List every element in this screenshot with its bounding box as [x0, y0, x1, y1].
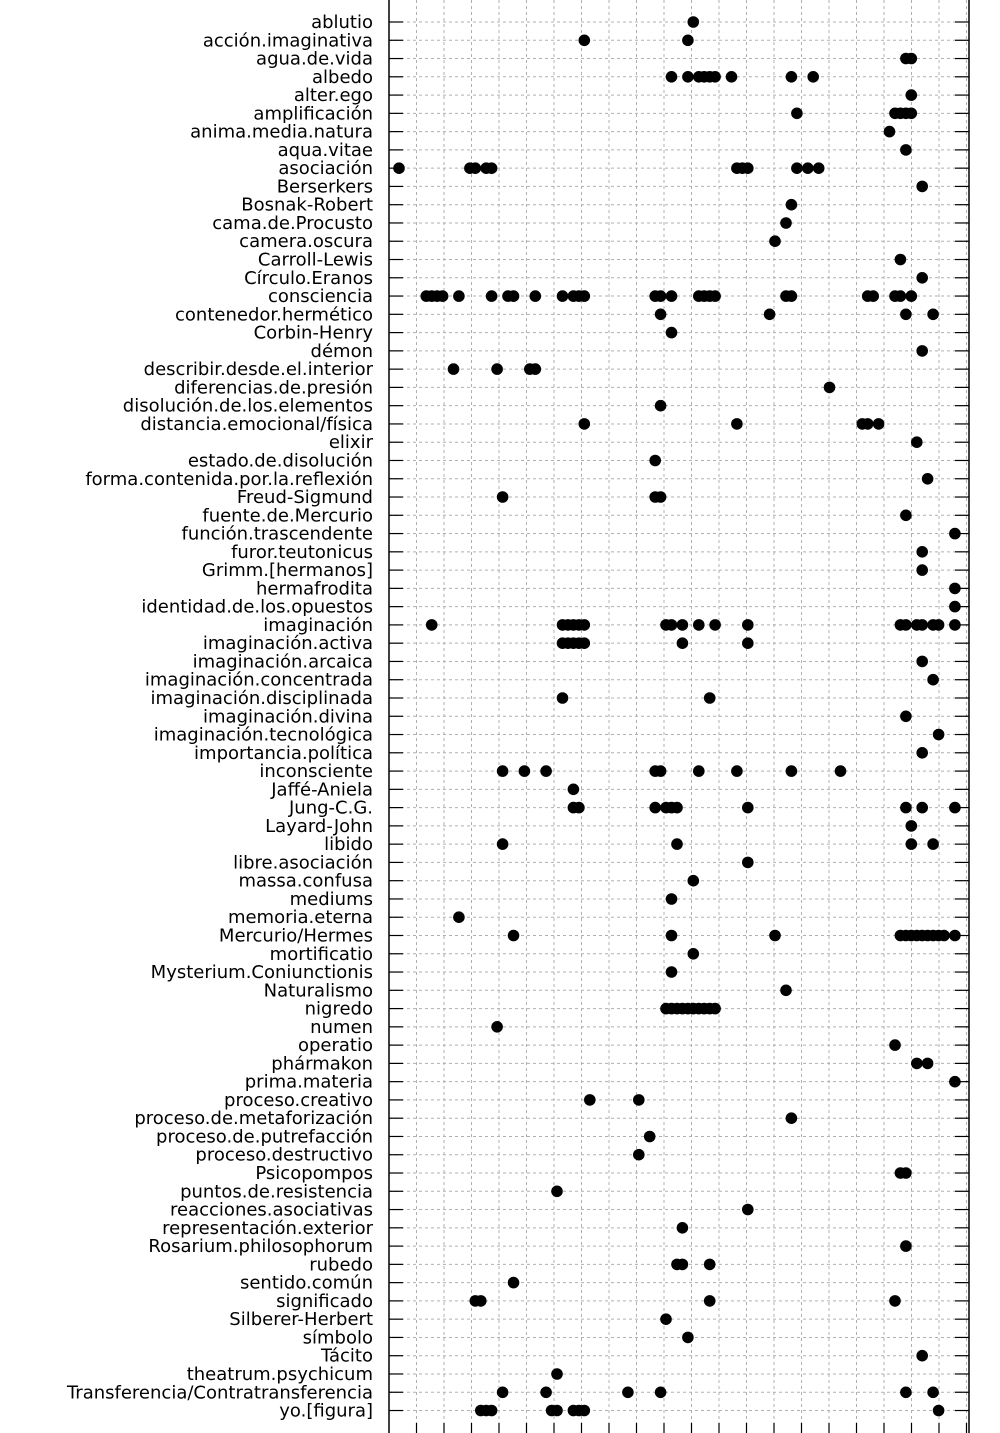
- data-point: [497, 765, 509, 777]
- data-point: [900, 309, 912, 321]
- category-label: Berserkers: [276, 176, 373, 198]
- data-point: [900, 144, 912, 156]
- data-point: [709, 619, 721, 631]
- data-point: [764, 309, 776, 321]
- data-point: [906, 53, 918, 65]
- category-label: Mysterium.Coniunctionis: [150, 962, 373, 984]
- data-point: [655, 491, 667, 503]
- category-label: Transferencia/Contratransferencia: [66, 1382, 373, 1404]
- data-point: [780, 985, 792, 997]
- data-point: [709, 290, 721, 302]
- category-label: imaginación.divina: [203, 706, 373, 728]
- data-point: [742, 619, 754, 631]
- category-label: imaginación.disciplinada: [150, 687, 373, 709]
- data-point: [551, 1368, 563, 1380]
- category-label: amplificación: [253, 103, 373, 125]
- data-point: [791, 108, 803, 120]
- data-point: [900, 711, 912, 723]
- data-point: [900, 1240, 912, 1252]
- data-point: [666, 619, 678, 631]
- category-label: rubedo: [309, 1254, 373, 1276]
- data-point: [949, 583, 961, 595]
- data-point: [579, 619, 591, 631]
- data-point: [704, 692, 716, 704]
- data-point: [884, 126, 896, 138]
- data-point: [704, 1259, 716, 1271]
- data-point: [491, 363, 503, 375]
- category-label: mortificatio: [269, 943, 373, 965]
- category-label: Silberer-Herbert: [229, 1309, 373, 1331]
- category-label: Mercurio/Hermes: [218, 925, 373, 947]
- data-point: [682, 1332, 694, 1344]
- data-point: [470, 162, 482, 174]
- data-point: [916, 546, 928, 558]
- category-label: ablutio: [311, 12, 373, 33]
- category-label: Naturalismo: [263, 980, 373, 1002]
- data-point: [769, 235, 781, 247]
- data-point: [916, 345, 928, 357]
- category-label: aqua.vitae: [277, 139, 373, 161]
- data-point: [649, 802, 661, 814]
- data-point: [726, 71, 738, 83]
- data-point: [491, 1021, 503, 1033]
- data-point: [530, 290, 542, 302]
- data-point: [911, 436, 923, 448]
- category-label: asociación: [278, 158, 373, 180]
- category-label: identidad.de.los.opuestos: [141, 596, 373, 618]
- data-point: [862, 418, 874, 430]
- data-point: [497, 1387, 509, 1399]
- category-label: massa.confusa: [238, 870, 373, 892]
- category-label: Jaffé-Aniela: [271, 779, 373, 801]
- category-label: Layard-John: [265, 815, 373, 837]
- data-point: [666, 966, 678, 978]
- data-point: [949, 930, 961, 942]
- category-label: Corbin-Henry: [253, 322, 373, 344]
- data-point: [731, 765, 743, 777]
- data-point: [693, 619, 705, 631]
- data-point: [682, 35, 694, 47]
- category-label: furor.teutonicus: [231, 541, 373, 563]
- category-label: Carroll-Lewis: [257, 249, 373, 271]
- data-point: [933, 619, 945, 631]
- data-point: [540, 765, 552, 777]
- data-point: [579, 1405, 591, 1417]
- category-label: anima.media.natura: [190, 121, 373, 143]
- data-point: [671, 838, 683, 850]
- category-label: estado.de.disolución: [187, 450, 373, 472]
- category-label: diferencias.de.presión: [174, 377, 373, 399]
- data-point: [933, 1405, 945, 1417]
- data-point: [949, 528, 961, 540]
- data-point: [916, 181, 928, 193]
- category-label: imaginación.concentrada: [144, 669, 373, 691]
- category-label: distancia.emocional/física: [140, 413, 373, 435]
- data-point: [655, 290, 667, 302]
- data-point: [906, 89, 918, 101]
- data-point: [557, 290, 569, 302]
- data-point: [949, 619, 961, 631]
- category-label: sentido.común: [239, 1272, 373, 1294]
- data-point: [508, 1277, 520, 1289]
- data-point: [933, 729, 945, 741]
- data-point: [916, 1350, 928, 1362]
- category-label: phármakon: [271, 1053, 373, 1075]
- data-point: [906, 820, 918, 832]
- category-label: función.trascendente: [181, 523, 373, 545]
- category-label: consciencia: [267, 286, 373, 308]
- data-point: [677, 637, 689, 649]
- data-point: [922, 473, 934, 485]
- data-point: [448, 363, 460, 375]
- category-label: Círculo.Eranos: [244, 267, 373, 289]
- data-point: [786, 71, 798, 83]
- data-point: [688, 948, 700, 960]
- data-point: [906, 108, 918, 120]
- data-point: [519, 765, 531, 777]
- category-label: acción.imaginativa: [202, 30, 373, 52]
- data-point: [671, 802, 683, 814]
- data-point: [666, 290, 678, 302]
- data-point: [437, 290, 449, 302]
- data-point: [786, 765, 798, 777]
- data-point: [911, 1058, 923, 1070]
- category-label: contenedor.hermético: [175, 304, 373, 326]
- data-point: [900, 510, 912, 522]
- data-point: [889, 1295, 901, 1307]
- category-label: prima.materia: [244, 1071, 373, 1093]
- data-point: [949, 601, 961, 613]
- category-label: libre.asociación: [233, 852, 373, 874]
- category-label: elixir: [328, 432, 373, 454]
- category-label: Bosnak-Robert: [241, 194, 373, 216]
- data-point: [906, 838, 918, 850]
- data-point: [486, 290, 498, 302]
- data-point: [927, 838, 939, 850]
- data-point: [900, 619, 912, 631]
- data-point: [568, 784, 580, 796]
- category-label: operatio: [297, 1035, 373, 1057]
- data-point: [655, 765, 667, 777]
- data-point: [867, 290, 879, 302]
- data-point: [660, 1313, 672, 1325]
- data-point: [813, 162, 825, 174]
- category-label: importancia.política: [194, 742, 373, 764]
- data-point: [677, 619, 689, 631]
- data-point: [655, 309, 667, 321]
- category-label: significado: [276, 1290, 373, 1312]
- data-point: [742, 1204, 754, 1216]
- category-label: reacciones.asociativas: [170, 1199, 373, 1221]
- data-point: [742, 857, 754, 869]
- data-point: [666, 893, 678, 905]
- data-point: [453, 290, 465, 302]
- data-point: [633, 1094, 645, 1106]
- data-point: [704, 1295, 716, 1307]
- data-point: [666, 71, 678, 83]
- data-point: [742, 162, 754, 174]
- data-point: [900, 1167, 912, 1179]
- category-label: theatrum.psychicum: [186, 1363, 373, 1385]
- data-point: [949, 1076, 961, 1088]
- category-labels: [66, 12, 374, 1422]
- category-label: hermafrodita: [256, 578, 373, 600]
- data-point: [824, 382, 836, 394]
- category-label: forma.contenida.por.la.reflexión: [85, 468, 373, 490]
- data-point: [393, 162, 405, 174]
- data-point: [557, 692, 569, 704]
- data-point: [802, 162, 814, 174]
- category-label: albedo: [312, 66, 373, 88]
- data-point: [938, 930, 950, 942]
- data-point: [693, 765, 705, 777]
- category-label: imaginación.tecnológica: [153, 724, 373, 746]
- data-point: [916, 656, 928, 668]
- category-label: mediums: [289, 888, 373, 910]
- data-point: [688, 875, 700, 887]
- data-point: [742, 637, 754, 649]
- category-label: imaginación.activa: [202, 633, 373, 655]
- category-label: representación.exterior: [162, 1217, 373, 1239]
- data-point: [786, 1112, 798, 1124]
- data-point: [486, 1405, 498, 1417]
- data-point: [895, 254, 907, 266]
- data-point: [906, 290, 918, 302]
- category-label: Grimm.[hermanos]: [201, 560, 373, 582]
- data-point: [644, 1131, 656, 1143]
- category-label: Rosarium.philosophorum: [148, 1236, 373, 1258]
- data-point: [453, 911, 465, 923]
- data-point: [677, 1259, 689, 1271]
- data-point: [900, 1387, 912, 1399]
- data-point: [688, 16, 700, 28]
- data-point: [649, 455, 661, 467]
- grid-lines: [389, 0, 969, 1433]
- data-point: [475, 1295, 487, 1307]
- data-point: [835, 765, 847, 777]
- data-point: [742, 802, 754, 814]
- category-label: yo.[figura]: [279, 1400, 373, 1422]
- data-point: [916, 564, 928, 576]
- data-point: [807, 71, 819, 83]
- category-label: Psicopompos: [255, 1163, 373, 1185]
- category-label: démon: [310, 340, 373, 362]
- data-point: [916, 272, 928, 284]
- category-label: alter.ego: [293, 85, 373, 107]
- data-point: [655, 1387, 667, 1399]
- data-point: [927, 309, 939, 321]
- data-point: [530, 363, 542, 375]
- data-point: [551, 1186, 563, 1198]
- data-point: [780, 217, 792, 229]
- data-point: [540, 1387, 552, 1399]
- data-point: [895, 290, 907, 302]
- data-point: [497, 838, 509, 850]
- data-point: [486, 162, 498, 174]
- data-point: [579, 418, 591, 430]
- category-label: símbolo: [302, 1327, 373, 1349]
- data-point: [709, 1003, 721, 1015]
- data-point: [579, 290, 591, 302]
- data-point: [731, 418, 743, 430]
- category-label: Tácito: [320, 1345, 373, 1367]
- category-label: puntos.de.resistencia: [180, 1181, 373, 1203]
- data-point: [551, 1405, 563, 1417]
- data-point: [786, 199, 798, 211]
- category-label: disolución.de.los.elementos: [122, 395, 373, 417]
- data-point: [573, 802, 585, 814]
- category-label: numen: [310, 1016, 373, 1038]
- category-label: proceso.de.metaforización: [134, 1108, 373, 1130]
- data-point: [786, 290, 798, 302]
- data-point: [873, 418, 885, 430]
- category-label: imaginación.arcaica: [192, 651, 373, 673]
- data-point: [900, 802, 912, 814]
- data-point: [916, 619, 928, 631]
- category-label: proceso.destructivo: [195, 1144, 373, 1166]
- data-point: [426, 619, 438, 631]
- category-label: imaginación: [263, 614, 373, 636]
- data-point: [927, 674, 939, 686]
- data-point: [579, 35, 591, 47]
- data-point: [584, 1094, 596, 1106]
- data-point: [677, 1222, 689, 1234]
- data-point: [791, 162, 803, 174]
- category-label: Jung-C.G.: [288, 797, 373, 819]
- category-label: nigredo: [304, 998, 373, 1020]
- category-label: libido: [324, 834, 373, 856]
- category-label: describir.desde.el.interior: [143, 359, 373, 381]
- category-label: camera.oscura: [239, 231, 373, 253]
- data-point: [769, 930, 781, 942]
- data-point: [922, 1058, 934, 1070]
- category-label: memoria.eterna: [227, 907, 373, 929]
- data-point: [655, 400, 667, 412]
- category-label: Freud-Sigmund: [236, 487, 373, 509]
- data-point: [497, 491, 509, 503]
- data-point: [622, 1387, 634, 1399]
- data-point: [889, 1039, 901, 1051]
- data-point: [709, 71, 721, 83]
- data-point: [579, 637, 591, 649]
- data-point: [916, 802, 928, 814]
- category-label: fuente.de.Mercurio: [202, 505, 373, 527]
- data-point: [666, 930, 678, 942]
- category-label: inconsciente: [259, 761, 373, 783]
- category-label: cama.de.Procusto: [212, 212, 373, 234]
- data-point: [916, 747, 928, 759]
- data-point: [666, 327, 678, 339]
- data-point: [633, 1149, 645, 1161]
- data-point: [508, 290, 520, 302]
- category-label: agua.de.vida: [256, 48, 373, 70]
- data-point: [927, 1387, 939, 1399]
- data-point: [682, 71, 694, 83]
- category-label: proceso.creativo: [224, 1089, 373, 1111]
- category-label: proceso.de.putrefacción: [156, 1126, 373, 1148]
- data-point: [949, 802, 961, 814]
- data-point: [508, 930, 520, 942]
